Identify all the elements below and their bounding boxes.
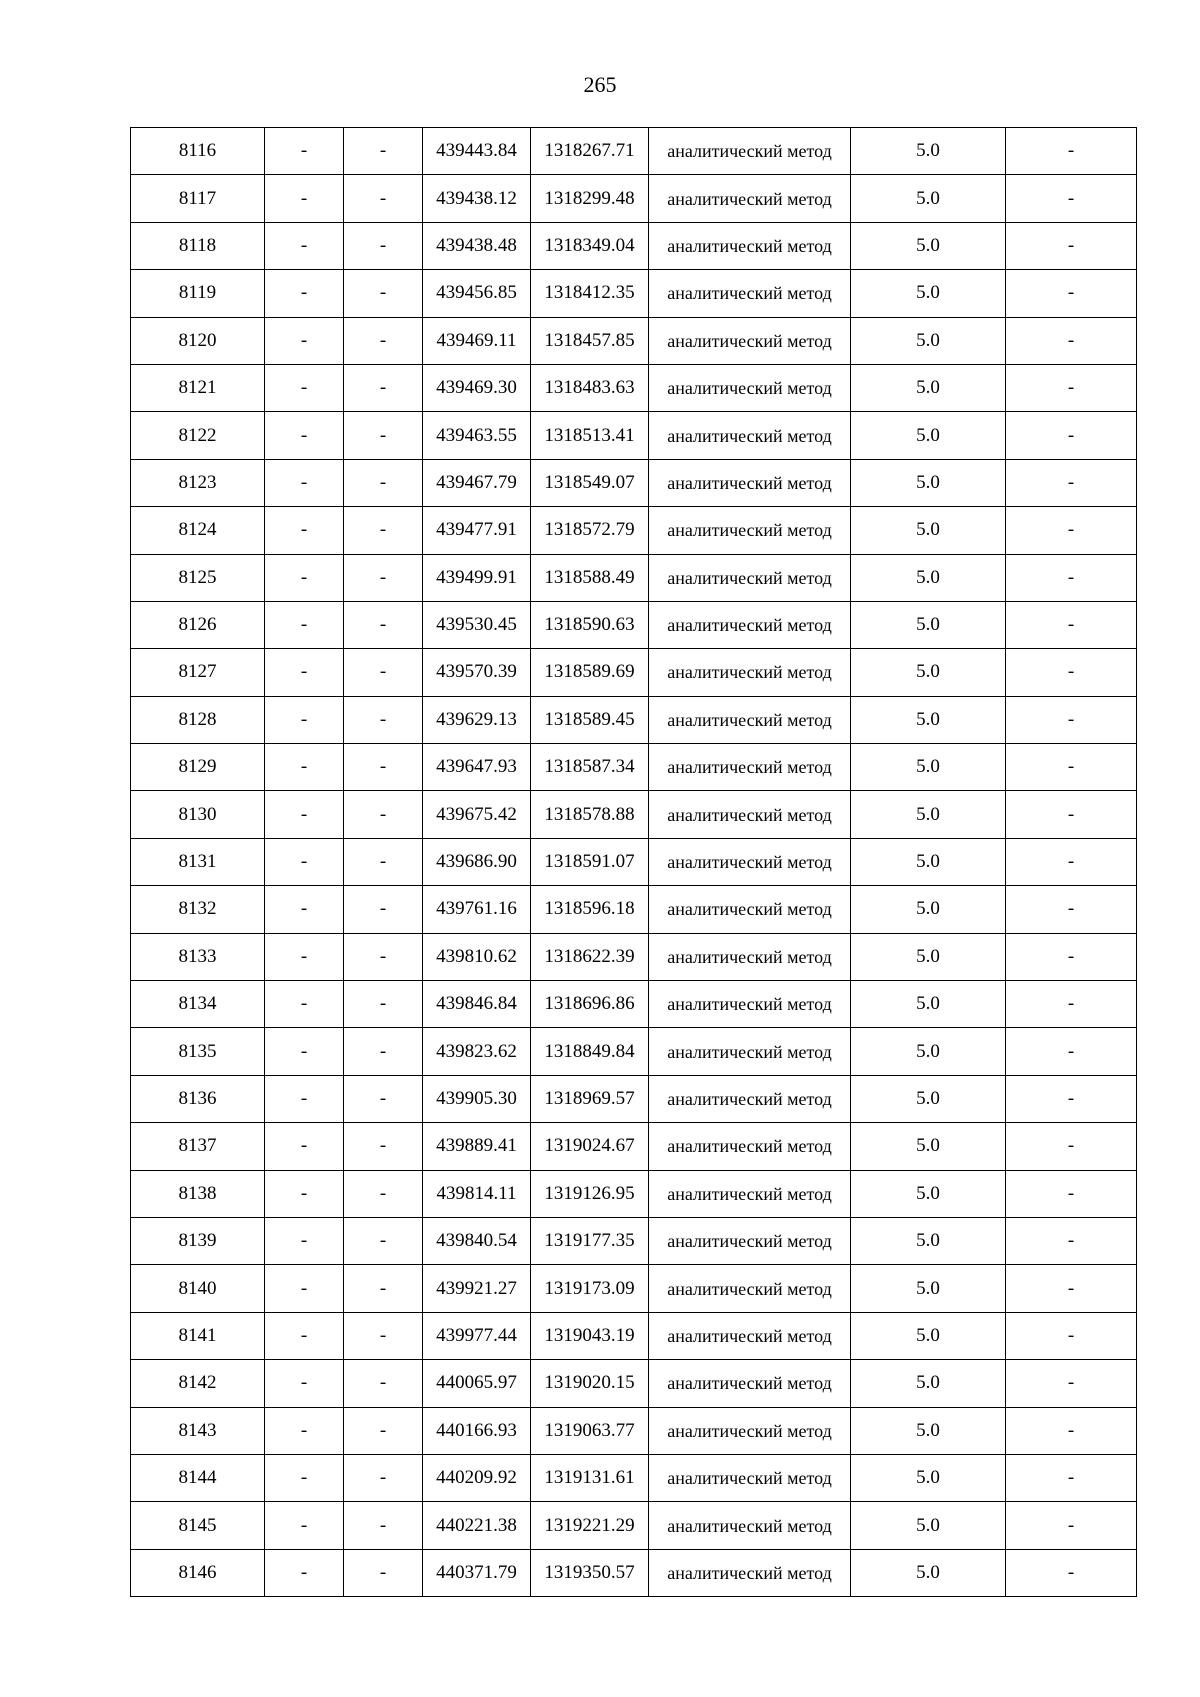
empty-cell-8: -	[1006, 128, 1137, 175]
x-coordinate-cell: 439438.12	[423, 175, 531, 222]
empty-cell-3: -	[344, 838, 423, 885]
empty-cell-8: -	[1006, 364, 1137, 411]
x-coordinate-cell: 439921.27	[423, 1265, 531, 1312]
accuracy-cell: 5.0	[851, 649, 1006, 696]
empty-cell-8: -	[1006, 1549, 1137, 1596]
y-coordinate-cell: 1319221.29	[531, 1502, 649, 1549]
method-cell: аналитический метод	[649, 1360, 851, 1407]
x-coordinate-cell: 439463.55	[423, 412, 531, 459]
y-coordinate-cell: 1318849.84	[531, 1028, 649, 1075]
accuracy-cell: 5.0	[851, 791, 1006, 838]
empty-cell-3: -	[344, 128, 423, 175]
empty-cell-3: -	[344, 222, 423, 269]
x-coordinate-cell: 439647.93	[423, 744, 531, 791]
empty-cell-8: -	[1006, 649, 1137, 696]
empty-cell-2: -	[265, 554, 344, 601]
empty-cell-2: -	[265, 1028, 344, 1075]
x-coordinate-cell: 439438.48	[423, 222, 531, 269]
accuracy-cell: 5.0	[851, 696, 1006, 743]
empty-cell-3: -	[344, 270, 423, 317]
accuracy-cell: 5.0	[851, 1217, 1006, 1264]
y-coordinate-cell: 1318590.63	[531, 601, 649, 648]
method-cell: аналитический метод	[649, 696, 851, 743]
point-number-cell: 8123	[131, 459, 265, 506]
x-coordinate-cell: 440371.79	[423, 1549, 531, 1596]
empty-cell-2: -	[265, 459, 344, 506]
empty-cell-8: -	[1006, 459, 1137, 506]
method-cell: аналитический метод	[649, 791, 851, 838]
y-coordinate-cell: 1318589.45	[531, 696, 649, 743]
x-coordinate-cell: 439823.62	[423, 1028, 531, 1075]
point-number-cell: 8122	[131, 412, 265, 459]
x-coordinate-cell: 439814.11	[423, 1170, 531, 1217]
accuracy-cell: 5.0	[851, 364, 1006, 411]
table-row	[131, 601, 1137, 648]
table-row	[131, 1312, 1137, 1359]
empty-cell-2: -	[265, 270, 344, 317]
method-cell: аналитический метод	[649, 838, 851, 885]
accuracy-cell: 5.0	[851, 886, 1006, 933]
method-cell: аналитический метод	[649, 412, 851, 459]
y-coordinate-cell: 1318513.41	[531, 412, 649, 459]
empty-cell-2: -	[265, 1123, 344, 1170]
method-cell: аналитический метод	[649, 1265, 851, 1312]
y-coordinate-cell: 1319173.09	[531, 1265, 649, 1312]
empty-cell-8: -	[1006, 601, 1137, 648]
y-coordinate-cell: 1319024.67	[531, 1123, 649, 1170]
y-coordinate-cell: 1318622.39	[531, 933, 649, 980]
empty-cell-2: -	[265, 886, 344, 933]
method-cell: аналитический метод	[649, 554, 851, 601]
method-cell: аналитический метод	[649, 317, 851, 364]
accuracy-cell: 5.0	[851, 1123, 1006, 1170]
y-coordinate-cell: 1319043.19	[531, 1312, 649, 1359]
y-coordinate-cell: 1319126.95	[531, 1170, 649, 1217]
empty-cell-3: -	[344, 412, 423, 459]
table-row	[131, 317, 1137, 364]
method-cell: аналитический метод	[649, 1454, 851, 1501]
point-number-cell: 8118	[131, 222, 265, 269]
accuracy-cell: 5.0	[851, 601, 1006, 648]
empty-cell-3: -	[344, 554, 423, 601]
method-cell: аналитический метод	[649, 1028, 851, 1075]
point-number-cell: 8144	[131, 1454, 265, 1501]
method-cell: аналитический метод	[649, 981, 851, 1028]
y-coordinate-cell: 1318969.57	[531, 1075, 649, 1122]
empty-cell-3: -	[344, 1123, 423, 1170]
accuracy-cell: 5.0	[851, 1312, 1006, 1359]
empty-cell-2: -	[265, 412, 344, 459]
empty-cell-2: -	[265, 1549, 344, 1596]
x-coordinate-cell: 440221.38	[423, 1502, 531, 1549]
table-row	[131, 507, 1137, 554]
empty-cell-3: -	[344, 981, 423, 1028]
point-number-cell: 8119	[131, 270, 265, 317]
point-number-cell: 8140	[131, 1265, 265, 1312]
x-coordinate-cell: 439629.13	[423, 696, 531, 743]
empty-cell-2: -	[265, 1217, 344, 1264]
x-coordinate-cell: 439810.62	[423, 933, 531, 980]
table-row	[131, 270, 1137, 317]
empty-cell-8: -	[1006, 1502, 1137, 1549]
accuracy-cell: 5.0	[851, 838, 1006, 885]
y-coordinate-cell: 1318587.34	[531, 744, 649, 791]
x-coordinate-cell: 439977.44	[423, 1312, 531, 1359]
coordinates-table	[130, 127, 1137, 1597]
table-row	[131, 128, 1137, 175]
method-cell: аналитический метод	[649, 649, 851, 696]
empty-cell-8: -	[1006, 1170, 1137, 1217]
table-row	[131, 459, 1137, 506]
empty-cell-2: -	[265, 791, 344, 838]
empty-cell-3: -	[344, 791, 423, 838]
point-number-cell: 8138	[131, 1170, 265, 1217]
empty-cell-3: -	[344, 1075, 423, 1122]
x-coordinate-cell: 439469.11	[423, 317, 531, 364]
accuracy-cell: 5.0	[851, 459, 1006, 506]
empty-cell-8: -	[1006, 838, 1137, 885]
method-cell: аналитический метод	[649, 175, 851, 222]
table-row	[131, 1123, 1137, 1170]
method-cell: аналитический метод	[649, 1502, 851, 1549]
x-coordinate-cell: 439570.39	[423, 649, 531, 696]
empty-cell-2: -	[265, 1454, 344, 1501]
accuracy-cell: 5.0	[851, 1170, 1006, 1217]
accuracy-cell: 5.0	[851, 175, 1006, 222]
y-coordinate-cell: 1318588.49	[531, 554, 649, 601]
point-number-cell: 8116	[131, 128, 265, 175]
empty-cell-8: -	[1006, 1075, 1137, 1122]
y-coordinate-cell: 1318589.69	[531, 649, 649, 696]
y-coordinate-cell: 1318457.85	[531, 317, 649, 364]
empty-cell-3: -	[344, 175, 423, 222]
point-number-cell: 8142	[131, 1360, 265, 1407]
point-number-cell: 8139	[131, 1217, 265, 1264]
y-coordinate-cell: 1318572.79	[531, 507, 649, 554]
empty-cell-8: -	[1006, 886, 1137, 933]
x-coordinate-cell: 439443.84	[423, 128, 531, 175]
empty-cell-2: -	[265, 981, 344, 1028]
empty-cell-3: -	[344, 886, 423, 933]
table-row	[131, 1075, 1137, 1122]
table-row	[131, 554, 1137, 601]
point-number-cell: 8136	[131, 1075, 265, 1122]
empty-cell-8: -	[1006, 1454, 1137, 1501]
method-cell: аналитический метод	[649, 1549, 851, 1596]
y-coordinate-cell: 1319177.35	[531, 1217, 649, 1264]
y-coordinate-cell: 1318696.86	[531, 981, 649, 1028]
empty-cell-3: -	[344, 459, 423, 506]
point-number-cell: 8130	[131, 791, 265, 838]
method-cell: аналитический метод	[649, 744, 851, 791]
accuracy-cell: 5.0	[851, 554, 1006, 601]
point-number-cell: 8132	[131, 886, 265, 933]
point-number-cell: 8133	[131, 933, 265, 980]
accuracy-cell: 5.0	[851, 270, 1006, 317]
empty-cell-2: -	[265, 128, 344, 175]
empty-cell-3: -	[344, 1217, 423, 1264]
empty-cell-3: -	[344, 507, 423, 554]
table-row	[131, 1454, 1137, 1501]
method-cell: аналитический метод	[649, 270, 851, 317]
y-coordinate-cell: 1318591.07	[531, 838, 649, 885]
point-number-cell: 8126	[131, 601, 265, 648]
x-coordinate-cell: 439686.90	[423, 838, 531, 885]
method-cell: аналитический метод	[649, 364, 851, 411]
table-row	[131, 1265, 1137, 1312]
table-row	[131, 1028, 1137, 1075]
y-coordinate-cell: 1318299.48	[531, 175, 649, 222]
accuracy-cell: 5.0	[851, 744, 1006, 791]
empty-cell-2: -	[265, 364, 344, 411]
x-coordinate-cell: 439467.79	[423, 459, 531, 506]
empty-cell-8: -	[1006, 175, 1137, 222]
method-cell: аналитический метод	[649, 459, 851, 506]
empty-cell-8: -	[1006, 1360, 1137, 1407]
empty-cell-3: -	[344, 1170, 423, 1217]
table-row	[131, 175, 1137, 222]
y-coordinate-cell: 1318578.88	[531, 791, 649, 838]
empty-cell-8: -	[1006, 1407, 1137, 1454]
x-coordinate-cell: 440209.92	[423, 1454, 531, 1501]
empty-cell-2: -	[265, 317, 344, 364]
accuracy-cell: 5.0	[851, 1454, 1006, 1501]
point-number-cell: 8143	[131, 1407, 265, 1454]
y-coordinate-cell: 1319063.77	[531, 1407, 649, 1454]
empty-cell-3: -	[344, 1549, 423, 1596]
y-coordinate-cell: 1318349.04	[531, 222, 649, 269]
empty-cell-3: -	[344, 744, 423, 791]
table-row	[131, 838, 1137, 885]
y-coordinate-cell: 1319131.61	[531, 1454, 649, 1501]
empty-cell-3: -	[344, 317, 423, 364]
x-coordinate-cell: 439889.41	[423, 1123, 531, 1170]
x-coordinate-cell: 439905.30	[423, 1075, 531, 1122]
point-number-cell: 8135	[131, 1028, 265, 1075]
empty-cell-8: -	[1006, 1028, 1137, 1075]
table-body	[131, 128, 1137, 1597]
point-number-cell: 8146	[131, 1549, 265, 1596]
point-number-cell: 8134	[131, 981, 265, 1028]
x-coordinate-cell: 439530.45	[423, 601, 531, 648]
x-coordinate-cell: 439469.30	[423, 364, 531, 411]
empty-cell-3: -	[344, 1502, 423, 1549]
empty-cell-2: -	[265, 507, 344, 554]
point-number-cell: 8124	[131, 507, 265, 554]
empty-cell-2: -	[265, 1312, 344, 1359]
method-cell: аналитический метод	[649, 1312, 851, 1359]
empty-cell-2: -	[265, 649, 344, 696]
y-coordinate-cell: 1319020.15	[531, 1360, 649, 1407]
point-number-cell: 8131	[131, 838, 265, 885]
x-coordinate-cell: 440166.93	[423, 1407, 531, 1454]
empty-cell-2: -	[265, 744, 344, 791]
table-row	[131, 886, 1137, 933]
empty-cell-3: -	[344, 364, 423, 411]
accuracy-cell: 5.0	[851, 1265, 1006, 1312]
accuracy-cell: 5.0	[851, 933, 1006, 980]
empty-cell-2: -	[265, 1407, 344, 1454]
x-coordinate-cell: 439456.85	[423, 270, 531, 317]
empty-cell-3: -	[344, 696, 423, 743]
empty-cell-2: -	[265, 1075, 344, 1122]
table-row	[131, 649, 1137, 696]
empty-cell-8: -	[1006, 1123, 1137, 1170]
accuracy-cell: 5.0	[851, 1028, 1006, 1075]
method-cell: аналитический метод	[649, 601, 851, 648]
accuracy-cell: 5.0	[851, 1502, 1006, 1549]
empty-cell-2: -	[265, 838, 344, 885]
empty-cell-8: -	[1006, 1312, 1137, 1359]
table-row	[131, 744, 1137, 791]
empty-cell-8: -	[1006, 222, 1137, 269]
page-number: 265	[583, 72, 617, 97]
accuracy-cell: 5.0	[851, 507, 1006, 554]
point-number-cell: 8129	[131, 744, 265, 791]
accuracy-cell: 5.0	[851, 128, 1006, 175]
x-coordinate-cell: 439477.91	[423, 507, 531, 554]
accuracy-cell: 5.0	[851, 317, 1006, 364]
accuracy-cell: 5.0	[851, 412, 1006, 459]
empty-cell-3: -	[344, 1454, 423, 1501]
empty-cell-3: -	[344, 933, 423, 980]
y-coordinate-cell: 1318412.35	[531, 270, 649, 317]
table-row	[131, 412, 1137, 459]
x-coordinate-cell: 439675.42	[423, 791, 531, 838]
empty-cell-8: -	[1006, 933, 1137, 980]
table-row	[131, 791, 1137, 838]
point-number-cell: 8128	[131, 696, 265, 743]
empty-cell-8: -	[1006, 696, 1137, 743]
accuracy-cell: 5.0	[851, 222, 1006, 269]
method-cell: аналитический метод	[649, 886, 851, 933]
point-number-cell: 8145	[131, 1502, 265, 1549]
x-coordinate-cell: 439761.16	[423, 886, 531, 933]
empty-cell-3: -	[344, 1028, 423, 1075]
method-cell: аналитический метод	[649, 1123, 851, 1170]
point-number-cell: 8127	[131, 649, 265, 696]
empty-cell-8: -	[1006, 1265, 1137, 1312]
empty-cell-8: -	[1006, 1217, 1137, 1264]
empty-cell-3: -	[344, 1265, 423, 1312]
method-cell: аналитический метод	[649, 1075, 851, 1122]
point-number-cell: 8141	[131, 1312, 265, 1359]
table-row	[131, 1170, 1137, 1217]
point-number-cell: 8125	[131, 554, 265, 601]
method-cell: аналитический метод	[649, 222, 851, 269]
method-cell: аналитический метод	[649, 1170, 851, 1217]
empty-cell-2: -	[265, 1170, 344, 1217]
table-row	[131, 981, 1137, 1028]
empty-cell-8: -	[1006, 791, 1137, 838]
accuracy-cell: 5.0	[851, 981, 1006, 1028]
x-coordinate-cell: 439846.84	[423, 981, 531, 1028]
table-row	[131, 1549, 1137, 1596]
empty-cell-2: -	[265, 175, 344, 222]
table-row	[131, 1217, 1137, 1264]
y-coordinate-cell: 1318596.18	[531, 886, 649, 933]
method-cell: аналитический метод	[649, 1407, 851, 1454]
y-coordinate-cell: 1318549.07	[531, 459, 649, 506]
x-coordinate-cell: 439499.91	[423, 554, 531, 601]
table-row	[131, 1502, 1137, 1549]
x-coordinate-cell: 439840.54	[423, 1217, 531, 1264]
accuracy-cell: 5.0	[851, 1360, 1006, 1407]
empty-cell-2: -	[265, 601, 344, 648]
empty-cell-3: -	[344, 1312, 423, 1359]
empty-cell-2: -	[265, 1502, 344, 1549]
empty-cell-8: -	[1006, 270, 1137, 317]
point-number-cell: 8120	[131, 317, 265, 364]
empty-cell-2: -	[265, 696, 344, 743]
x-coordinate-cell: 440065.97	[423, 1360, 531, 1407]
table-row	[131, 696, 1137, 743]
accuracy-cell: 5.0	[851, 1075, 1006, 1122]
method-cell: аналитический метод	[649, 1217, 851, 1264]
method-cell: аналитический метод	[649, 128, 851, 175]
y-coordinate-cell: 1318267.71	[531, 128, 649, 175]
empty-cell-8: -	[1006, 507, 1137, 554]
empty-cell-3: -	[344, 1360, 423, 1407]
point-number-cell: 8117	[131, 175, 265, 222]
table-row	[131, 933, 1137, 980]
empty-cell-8: -	[1006, 412, 1137, 459]
point-number-cell: 8121	[131, 364, 265, 411]
empty-cell-8: -	[1006, 744, 1137, 791]
point-number-cell: 8137	[131, 1123, 265, 1170]
empty-cell-2: -	[265, 1265, 344, 1312]
table-row	[131, 222, 1137, 269]
empty-cell-2: -	[265, 222, 344, 269]
empty-cell-2: -	[265, 1360, 344, 1407]
table-row	[131, 364, 1137, 411]
table-row	[131, 1407, 1137, 1454]
accuracy-cell: 5.0	[851, 1407, 1006, 1454]
y-coordinate-cell: 1319350.57	[531, 1549, 649, 1596]
empty-cell-3: -	[344, 649, 423, 696]
empty-cell-3: -	[344, 601, 423, 648]
empty-cell-2: -	[265, 933, 344, 980]
method-cell: аналитический метод	[649, 933, 851, 980]
empty-cell-8: -	[1006, 981, 1137, 1028]
method-cell: аналитический метод	[649, 507, 851, 554]
accuracy-cell: 5.0	[851, 1549, 1006, 1596]
empty-cell-8: -	[1006, 554, 1137, 601]
empty-cell-3: -	[344, 1407, 423, 1454]
y-coordinate-cell: 1318483.63	[531, 364, 649, 411]
empty-cell-8: -	[1006, 317, 1137, 364]
table-row	[131, 1360, 1137, 1407]
